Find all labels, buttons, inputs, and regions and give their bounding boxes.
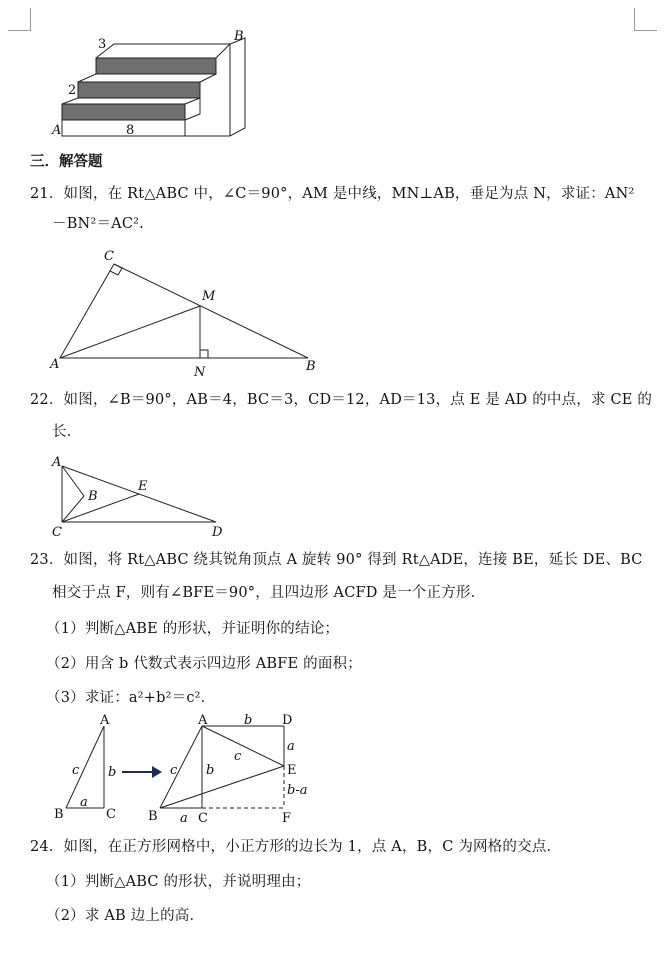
q23-sub2: （2）用含 b 代数式表示四边形 ABFE 的面积；	[46, 656, 362, 672]
q23-sub1: （1）判断△ABE 的形状，并证明你的结论；	[46, 621, 340, 637]
q23-right-a-right: a	[287, 739, 295, 754]
q21-label-B: B	[306, 359, 316, 374]
stairs-label-A: A	[52, 123, 62, 138]
q23-line2: 相交于点 F，则有∠BFE＝90°，且四边形 ACFD 是一个正方形．	[52, 585, 486, 601]
q23-right-b-minus-a: b-a	[287, 783, 308, 798]
q22-label-D: D	[212, 525, 223, 540]
q23-line1: 23．如图，将 Rt△ABC 绕其锐角顶点 A 旋转 90° 得到 Rt△ADE，连接 BE，延长 DE、BC	[30, 552, 643, 568]
q23-right-b-mid: b	[206, 763, 215, 778]
q23-right-E: E	[287, 763, 297, 778]
q23-right-c: c	[234, 749, 242, 764]
step-bottom	[62, 104, 185, 120]
q21-label-C: C	[104, 249, 114, 264]
q21-label-M: M	[202, 289, 216, 304]
q23-right-A: A	[198, 713, 208, 728]
q24-sub1: （1）判断△ABC 的形状，并说明理由；	[46, 874, 311, 890]
q22-label-A: A	[52, 455, 62, 470]
q23-right-C: C	[198, 811, 208, 826]
q23-figure	[48, 712, 338, 828]
section-heading: 三．解答题	[30, 154, 103, 170]
q23-right-F: F	[282, 811, 292, 826]
q21-label-A: A	[50, 357, 60, 372]
q23-right-a-bottom: a	[180, 811, 188, 826]
q22-label-C: C	[52, 525, 62, 540]
q23-right-B: B	[148, 809, 158, 824]
crop-mark-left	[8, 8, 31, 31]
q21-figure	[48, 244, 323, 380]
q21-label-N: N	[194, 365, 206, 380]
q23-sub3: （3）求证：a²+b²＝c²．	[46, 690, 216, 706]
q23-right-D: D	[282, 713, 293, 728]
q23-left-B: B	[54, 807, 64, 822]
q23-left-A: A	[100, 713, 110, 728]
q23-left-C: C	[106, 807, 116, 822]
q24-line1: 24．如图，在正方形网格中，小正方形的边长为 1，点 A，B，C 为网格的交点．	[30, 839, 562, 855]
q21-line1: 21．如图，在 Rt△ABC 中，∠C＝90°，AM 是中线，MN⊥AB，垂足为点 N，求证：AN²	[30, 186, 635, 202]
q23-right-b-top: b	[244, 713, 253, 728]
q23-left-c: c	[72, 763, 80, 778]
step-middle	[78, 82, 200, 98]
crop-mark-right	[634, 8, 657, 31]
stairs-label-8: 8	[126, 123, 135, 138]
stairs-label-B: B	[234, 29, 244, 44]
q23-left-a: a	[80, 795, 88, 810]
q22-label-E: E	[138, 479, 148, 494]
q22-line2: 长．	[52, 424, 82, 440]
q22-line1: 22．如图，∠B＝90°，AB＝4，BC＝3，CD＝12，AD＝13，点 E 是 AD 的中点，求 CE 的	[30, 392, 653, 408]
stairs-label-3: 3	[98, 37, 107, 52]
step-top	[96, 58, 216, 74]
q22-label-B: B	[88, 489, 98, 504]
q23-left-b: b	[108, 765, 117, 780]
q23-right-c-left: c	[170, 763, 178, 778]
q22-figure	[48, 452, 233, 540]
arrow-icon	[152, 766, 162, 778]
stairs-figure	[50, 28, 255, 140]
q24-sub2: （2）求 AB 边上的高．	[46, 908, 205, 924]
q21-line2: －BN²＝AC².	[52, 216, 144, 232]
stairs-label-2: 2	[68, 83, 77, 98]
